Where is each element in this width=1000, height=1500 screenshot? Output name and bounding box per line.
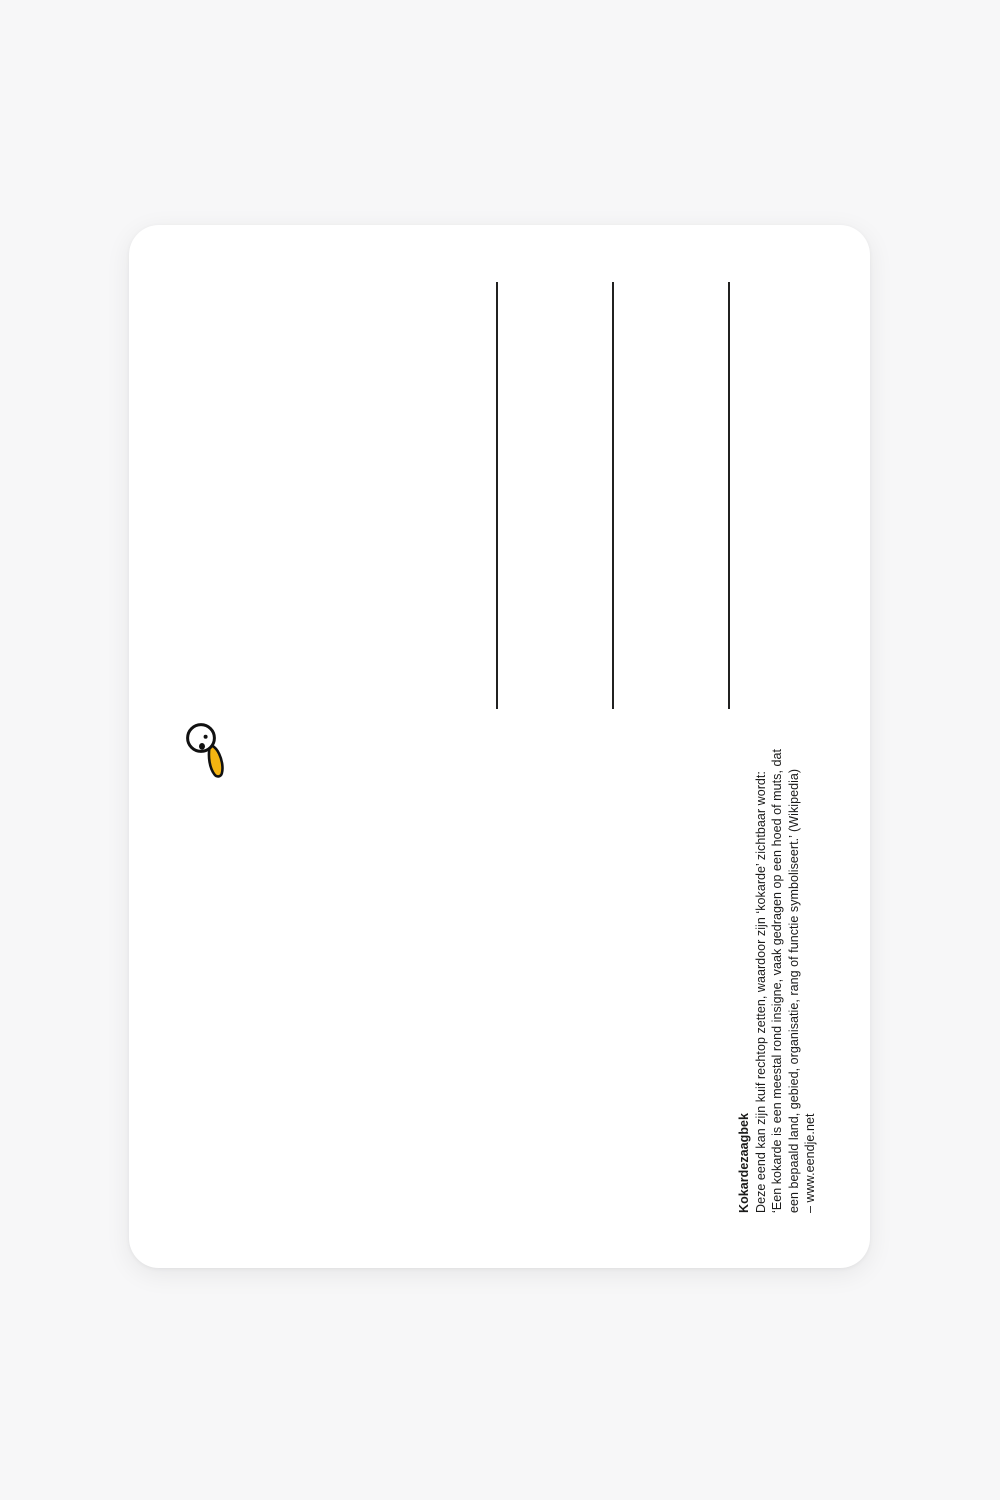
address-writing-line-3 bbox=[728, 282, 730, 709]
address-writing-line-2 bbox=[612, 282, 614, 709]
address-writing-line-1 bbox=[496, 282, 498, 709]
caption-website: – www.eendje.net bbox=[803, 1113, 817, 1213]
caption-line-3: een bepaald land, gebied, organisatie, rang of functie symboliseert.’ (Wikipedia) bbox=[786, 768, 801, 1213]
postcard-back bbox=[129, 225, 870, 1268]
caption-line-2: ‘Een kokarde is een meestal rond insigne, vaak gedragen op een hoed of muts, dat bbox=[770, 748, 784, 1213]
duck-head-icon bbox=[183, 718, 231, 784]
caption-title: Kokardezaagbek bbox=[737, 1112, 751, 1213]
caption-text-block bbox=[736, 748, 819, 1213]
caption-line-1: Deze eend kan zijn kuif rechtop zetten, waardoor zijn ‘kokarde’ zichtbaar wordt: bbox=[753, 771, 768, 1213]
